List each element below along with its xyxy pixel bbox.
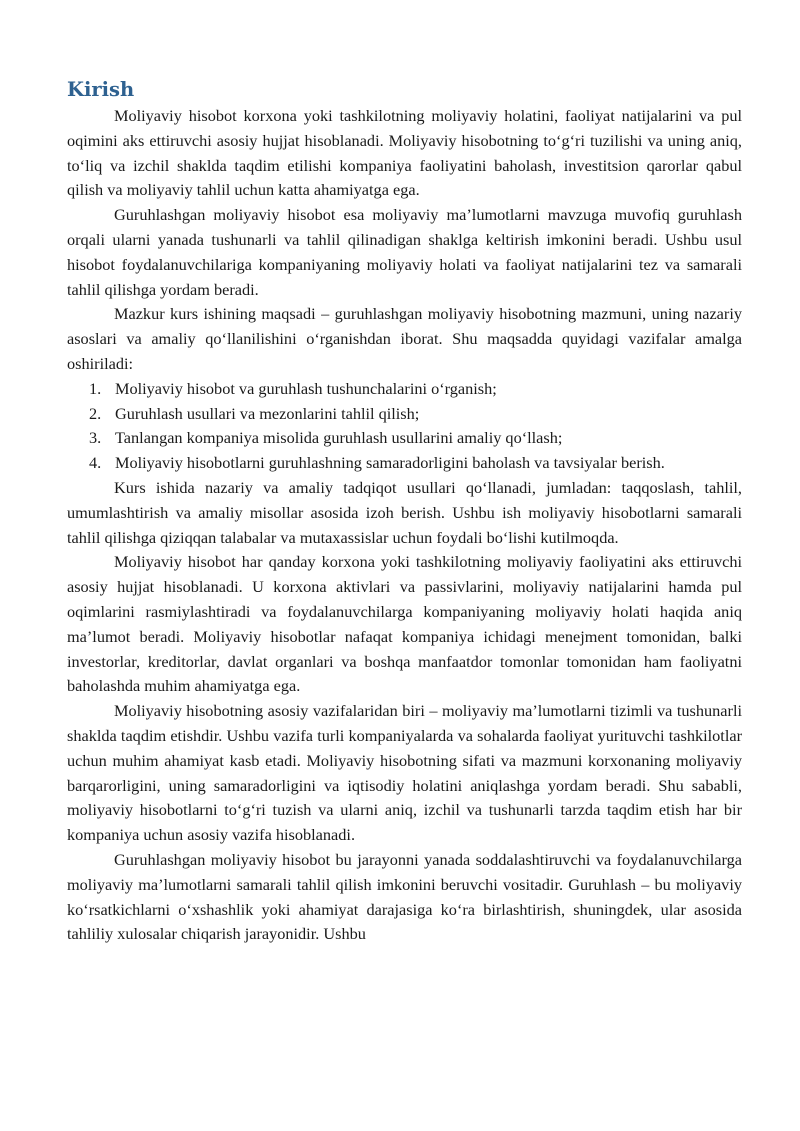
- paragraph: Moliyaviy hisobotning asosiy vazifalaridan biri – moliyaviy ma’lumotlarni tizimli va tushunarli shaklda taqdim etishdir. Ushbu vazifa turli kompaniyalarda va sohalarda faoliyat yurituvchi tashkilotlar uchun muhim ahamiyat kasb etadi. Moliyaviy hisobotning sifati va mazmuni korxonaning moliyaviy barqarorligini, uning samaradorligini va iqtisodiy holatini aniqlashga yordam beradi. Shu sababli, moliyaviy hisobotlarni to‘g‘ri tuzish va ularni aniq, izchil va tushunarli tarzda taqdim etish har bir kompaniya uchun asosiy vazifa hisoblanadi.: [67, 701, 742, 845]
- list-item-text: Moliyaviy hisobot va guruhlash tushunchalarini o‘rganish;: [115, 378, 497, 398]
- list-item-number: 2.: [89, 403, 102, 423]
- list-item-number: 3.: [89, 428, 102, 448]
- list-item: [89, 451, 742, 476]
- task-list: [67, 377, 742, 476]
- paragraph: Mazkur kurs ishining maqsadi – guruhlashgan moliyaviy hisobotning mazmuni, uning nazariy asoslari va amaliy qo‘llanilishini o‘rganishdan iborat. Shu maqsadda quyidagi vazifalar amalga oshiriladi:: [67, 304, 742, 373]
- paragraph: Kurs ishida nazariy va amaliy tadqiqot usullari qo‘llanadi, jumladan: taqqoslash, tahlil, umumlashtirish va amaliy misollar asosida izoh berish. Ushbu ish moliyaviy hisobotlarni samarali tahlil qilishga qiziqqan talabalar va mutaxassislar uchun foydali bo‘lishi kutilmoqda.: [67, 477, 742, 547]
- paragraph: Moliyaviy hisobot korxona yoki tashkilotning moliyaviy holatini, faoliyat natijalarini va pul oqimini aks ettiruvchi asosiy hujjat hisoblanadi. Moliyaviy hisobotning to‘g‘ri tuzilishi va uning aniq, to‘liq va izchil shaklda taqdim etilishi kompaniya faoliyatini baholash, investitsion qarorlar qabul qilish va moliyaviy tahlil uchun katta ahamiyatga ega.: [67, 106, 742, 200]
- list-item-text: Moliyaviy hisobotlarni guruhlashning samaradorligini baholash va tavsiyalar berish.: [115, 453, 665, 473]
- list-item: [89, 402, 742, 427]
- list-item: [89, 426, 742, 451]
- list-item-number: 4.: [89, 453, 102, 473]
- document-page: [67, 76, 742, 947]
- paragraph: Guruhlashgan moliyaviy hisobot bu jarayonni yanada soddalashtiruvchi va foydalanuvchilarga moliyaviy ma’lumotlarni samarali tahlil qilish imkonini beruvchi vositadir. Guruhlash – bu moliyaviy ko‘rsatkichlarni o‘xshashlik yoki ahamiyat darajasiga ko‘ra birlashtirish, shuningdek, ular asosida tahliliy xulosalar chiqarish jarayonidir. Ushbu: [67, 849, 742, 944]
- list-item-text: Tanlangan kompaniya misolida guruhlash usullarini amaliy qo‘llash;: [115, 428, 563, 448]
- paragraph: Guruhlashgan moliyaviy hisobot esa moliyaviy ma’lumotlarni mavzuga muvofiq guruhlash orqali ularni yanada tushunarli va tahlil qilinadigan shaklga keltirish imkonini beradi. Ushbu usul hisobot foydalanuvchilariga kompaniyaning moliyaviy holati va faoliyat natijalarini tez va samarali tahlil qilishga yordam beradi.: [67, 205, 742, 299]
- list-item: [89, 377, 742, 402]
- list-item-number: 1.: [89, 378, 102, 398]
- section-heading: Kirish: [67, 78, 135, 101]
- list-item-text: Guruhlash usullari va mezonlarini tahlil qilish;: [115, 403, 420, 423]
- paragraph: Moliyaviy hisobot har qanday korxona yoki tashkilotning moliyaviy faoliyatini aks ettiruvchi asosiy hujjat hisoblanadi. U korxona aktivlari va passivlarini, moliyaviy natijalarini hamda pul oqimlarini rasmiylashtiradi va foydalanuvchilarga kompaniyaning moliyaviy holati haqida aniq ma’lumot beradi. Moliyaviy hisobotlar nafaqat kompaniya ichidagi menejment tomonidan, balki investorlar, kreditorlar, davlat organlari va boshqa manfaatdor tomonlar tomonidan ham faoliyatni baholashda muhim ahamiyatga ega.: [67, 552, 742, 696]
